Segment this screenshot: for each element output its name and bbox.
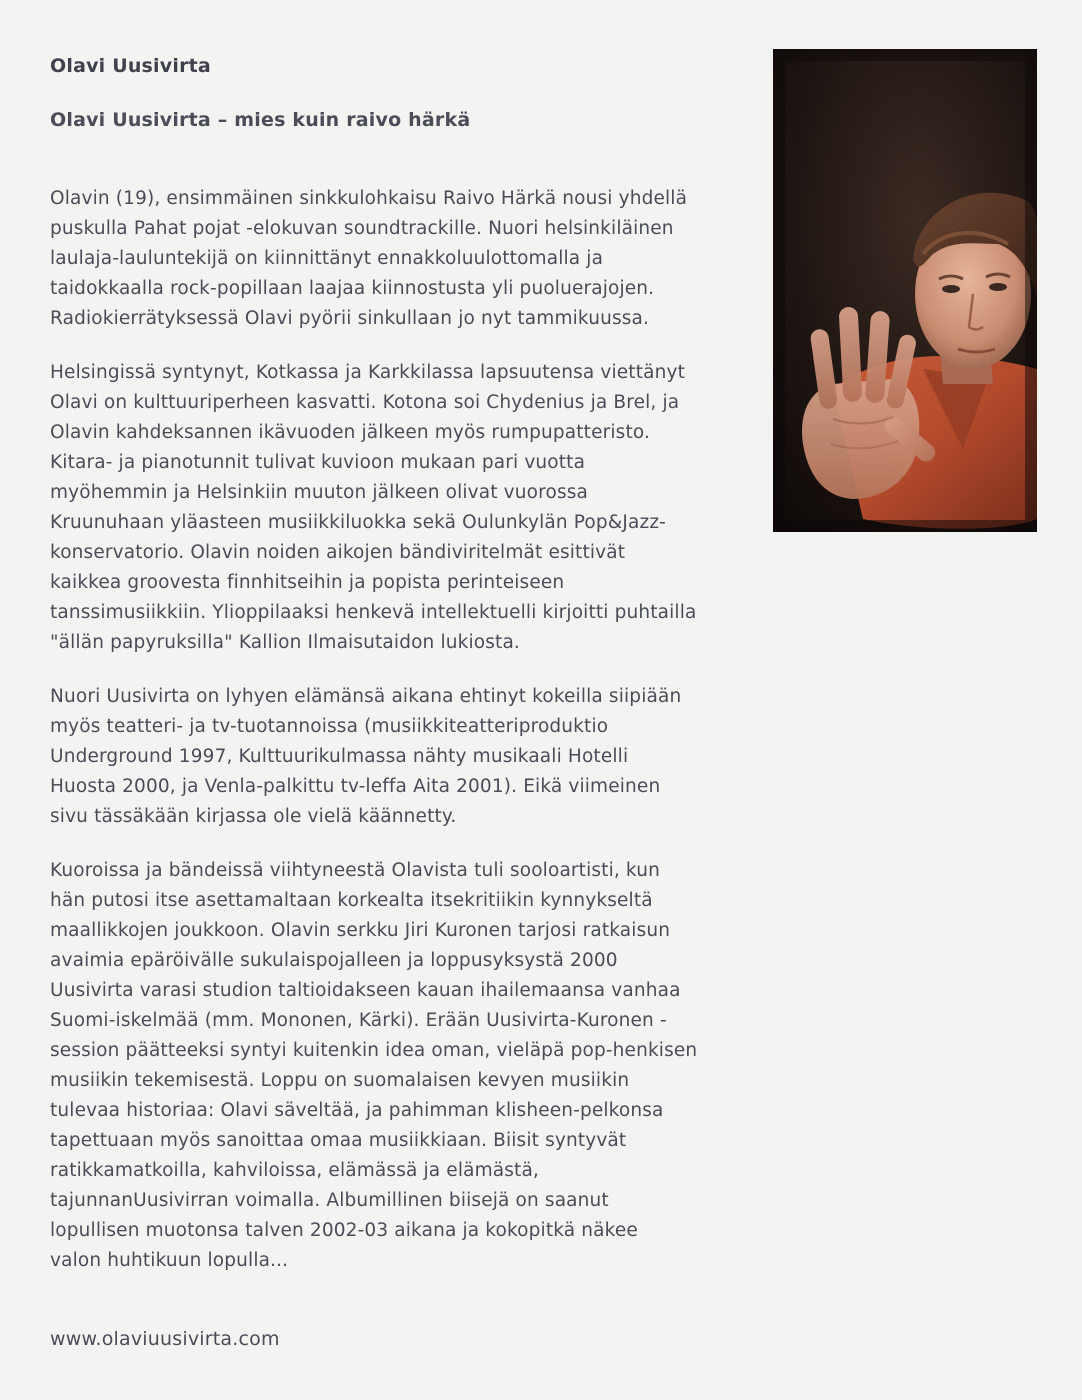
text-line: Uusivirta varasi studion taltioidakseen kauan ihailemaansa vanhaa [50,980,681,1001]
text-line: session päätteeksi syntyi kuitenkin idea oman, vieläpä pop-henkisen [50,1040,698,1061]
text-line: kaikkea groovesta finnhitseihin ja popista perinteiseen [50,572,565,593]
paragraph-background [50,358,750,658]
text-line: "ällän papyruksilla" Kallion Ilmaisutaidon lukiosta. [50,632,520,653]
text-line: tajunnanUusivirran voimalla. Albumillinen biisejä on saanut [50,1190,609,1211]
text-line: tapettuaan myös sanoittaa omaa musiikkiaan. Biisit syntyvät [50,1130,627,1151]
text-line: maallikkojen joukkoon. Olavin serkku Jiri Kuronen tarjosi ratkaisun [50,920,671,941]
text-line: tulevaa historiaa: Olavi säveltää, ja pahimman klisheen-pelkonsa [50,1100,664,1121]
text-line: musiikin tekemisestä. Loppu on suomalaisen kevyen musiikin [50,1070,630,1091]
article-body [50,184,750,1300]
page-subtitle: Olavi Uusivirta – mies kuin raivo härkä [50,109,471,131]
text-line: Olavin kahdeksannen ikävuoden jälkeen myös rumpupatteristo. [50,422,651,443]
text-line: Radiokierrätyksessä Olavi pyörii sinkullaan jo nyt tammikuussa. [50,308,650,329]
text-line: taidokkaalla rock-popillaan laajaa kiinnostusta yli puoluerajojen. [50,278,655,299]
text-line: Kruunuhaan yläasteen musiikkiluokka sekä Oulunkylän Pop&Jazz- [50,512,667,533]
paragraph-intro [50,184,750,334]
text-line: tanssimusiikkiin. Ylioppilaaksi henkevä intellektuelli kirjoitti puhtailla [50,602,697,623]
paragraph-solo-career [50,856,750,1276]
text-line: valon huhtikuun lopulla... [50,1250,289,1271]
text-line: puskulla Pahat pojat -elokuvan soundtrackille. Nuori helsinkiläinen [50,218,674,239]
text-line: Underground 1997, Kulttuurikulmassa nähty musikaali Hotelli [50,746,629,767]
text-line: Olavi on kulttuuriperheen kasvatti. Kotona soi Chydenius ja Brel, ja [50,392,680,413]
text-line: avaimia epäröivälle sukulaispojalleen ja loppusyksystä 2000 [50,950,618,971]
text-line: konservatorio. Olavin noiden aikojen bändiviritelmät esittivät [50,542,626,563]
paragraph-theatre [50,682,750,832]
text-line: hän putosi itse asettamaltaan korkealta itsekritiikin kynnykseltä [50,890,653,911]
page-title: Olavi Uusivirta [50,55,211,77]
text-line: Olavin (19), ensimmäinen sinkkulohkaisu Raivo Härkä nousi yhdellä [50,188,688,209]
text-line: sivu tässäkään kirjassa ole vielä käännetty. [50,806,457,827]
text-line: laulaja-lauluntekijä on kiinnittänyt ennakkoluulottomalla ja [50,248,604,269]
text-line: Helsingissä syntynyt, Kotkassa ja Karkkilassa lapsuutensa viettänyt [50,362,685,383]
text-line: Nuori Uusivirta on lyhyen elämänsä aikana ehtinyt kokeilla siipiään [50,686,682,707]
text-line: ratikkamatkoilla, kahviloissa, elämässä ja elämästä, [50,1160,539,1181]
text-line: Kitara- ja pianotunnit tulivat kuvioon mukaan pari vuotta [50,452,586,473]
artist-photo-illustration [773,49,1037,532]
artist-photo [773,49,1037,532]
text-line: myöhemmin ja Helsinkiin muuton jälkeen olivat vuorossa [50,482,589,503]
text-line: Huosta 2000, ja Venla-palkittu tv-leffa Aita 2001). Eikä viimeinen [50,776,661,797]
text-line: Suomi-iskelmää (mm. Mononen, Kärki). Erään Uusivirta-Kuronen - [50,1010,667,1031]
text-line: myös teatteri- ja tv-tuotannoissa (musiikkiteatteriproduktio [50,716,609,737]
text-line: lopullisen muotonsa talven 2002-03 aikana ja kokopitkä näkee [50,1220,638,1241]
website-url: www.olaviuusivirta.com [50,1328,280,1350]
text-line: Kuoroissa ja bändeissä viihtyneestä Olavista tuli sooloartisti, kun [50,860,660,881]
